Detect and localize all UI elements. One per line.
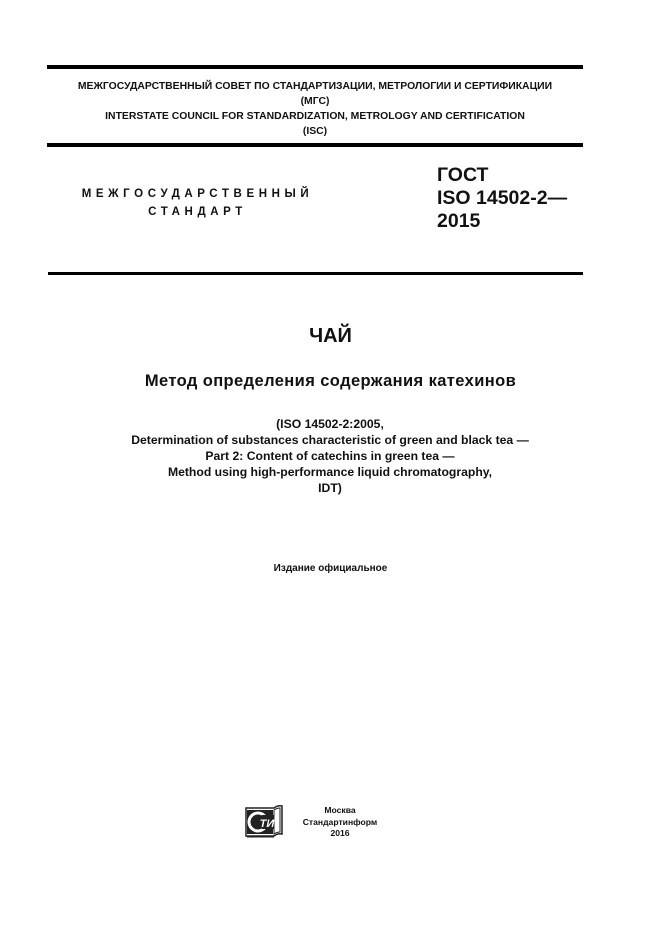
edition-label: Издание официальное [273,563,388,574]
council-abbr-en: (ISC) [302,126,328,137]
iso-reference [60,416,600,496]
designation-year: 2015 [437,210,481,232]
standard-type [70,185,325,221]
iso-reference-line4: Method using high-performance liquid chromatography, [167,465,493,479]
document-title: ЧАЙ [309,325,352,347]
council-name-en: INTERSTATE COUNCIL FOR STANDARDIZATION, METROLOGY AND CERTIFICATION [105,111,525,122]
iso-reference-line5: IDT) [318,481,342,495]
standard-type-line1: МЕЖГОСУДАРСТВЕННЫЙ [81,188,314,200]
council-bottom-rule [47,143,583,147]
top-rule [47,65,583,69]
publisher-year: 2016 [330,828,350,838]
council-name-ru: МЕЖГОСУДАРСТВЕННЫЙ СОВЕТ ПО СТАНДАРТИЗАЦИИ, МЕТРОЛОГИИ И СЕРТИФИКАЦИИ [77,81,553,92]
iso-reference-line2: Determination of substances characteristic of green and black tea — [131,433,529,447]
council-block [47,79,583,139]
publisher-city: Москва [324,805,356,815]
svg-text:ТИ: ТИ [259,818,275,830]
standartinform-logo-icon [244,804,284,840]
header-bottom-rule [48,272,583,275]
standard-designation [437,164,567,233]
iso-reference-line1: (ISO 14502-2:2005, [276,417,384,431]
designation-number: ISO 14502-2— [437,187,568,209]
publisher-name: Стандартинформ [302,816,378,827]
document-subtitle: Метод определения содержания катехинов [144,372,517,390]
standard-type-line2: СТАНДАРТ [148,206,247,218]
iso-reference-line3: Part 2: Content of catechins in green tea — [205,449,455,463]
publisher-block [290,805,390,840]
council-abbr-ru: (МГС) [300,96,330,107]
designation-prefix: ГОСТ [437,164,489,186]
